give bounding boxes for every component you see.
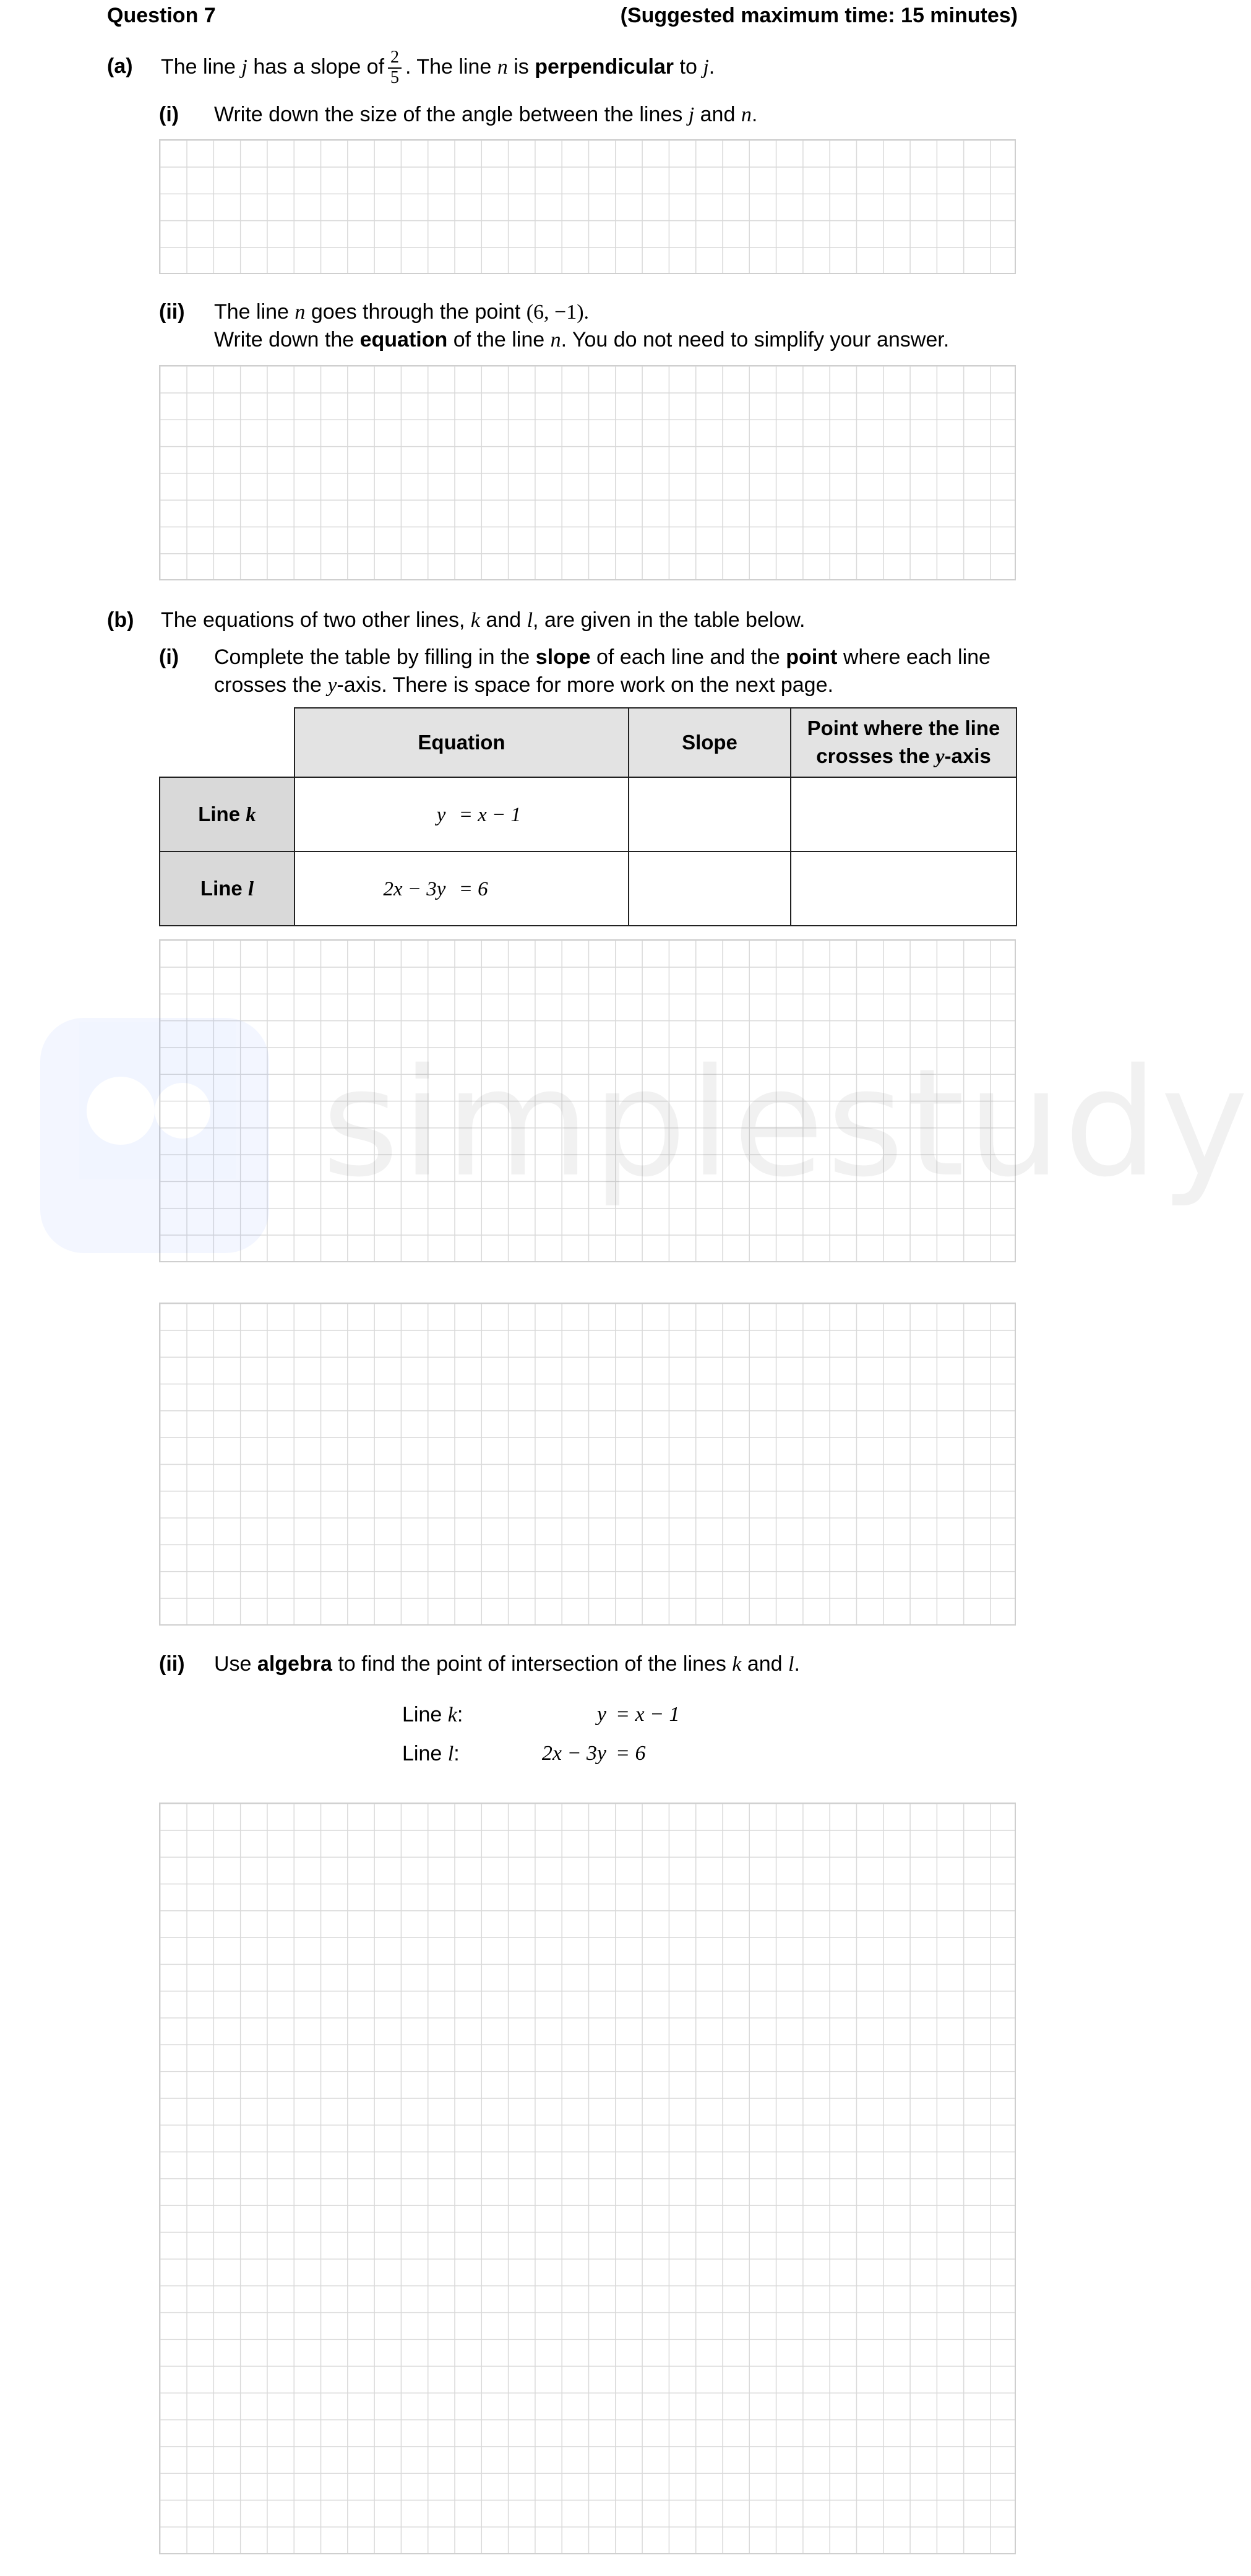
part-a-i-text: Write down the size of the angle between the lines j and n. — [214, 103, 758, 126]
part-b-i-label: (i) — [159, 645, 179, 669]
question-title: Question 7 — [107, 4, 216, 27]
slope-cell-line-l[interactable] — [629, 851, 791, 926]
watermark-text: simplestudy — [322, 1036, 1251, 1210]
part-b-stem: The equations of two other lines, k and l, are given in the table below. — [161, 608, 806, 632]
equation-line-l-rhs: = 6 — [616, 1742, 646, 1765]
equation-line-l: 2x − 3y = 6 — [294, 851, 629, 926]
equation-line-k-rhs: = x − 1 — [616, 1703, 680, 1726]
part-a-label: (a) — [107, 54, 133, 78]
answer-grid-a-ii[interactable] — [159, 365, 1016, 580]
suggested-time: (Suggested maximum time: 15 minutes) — [620, 4, 1018, 27]
part-a-i-label: (i) — [159, 103, 179, 126]
lines-table — [159, 707, 1017, 926]
part-a-stem: The line j has a slope of $\frac{2}{5}$ . The line n is perpendicular to j. — [161, 48, 715, 88]
part-b-label: (b) — [107, 608, 134, 632]
answer-grid-b-i-2[interactable] — [159, 1303, 1016, 1626]
slope-cell-line-k[interactable] — [629, 777, 791, 851]
equation-line-k: y = x − 1 — [294, 777, 629, 851]
equation-line-k-lhs: y — [596, 1703, 606, 1726]
equation-line-l-lhs: 2x − 3y — [541, 1742, 606, 1765]
point-cell-line-l[interactable] — [791, 851, 1017, 926]
point-cell-line-k[interactable] — [791, 777, 1017, 851]
equation-line-l-label: Line l: — [402, 1742, 460, 1765]
part-a-ii-line1: The line n goes through the point (6, −1). — [214, 300, 590, 324]
header-equation: Equation — [294, 708, 629, 777]
row-label-line-k: Line k — [160, 777, 294, 851]
header-point: Point where the line crosses the y-axis — [791, 708, 1017, 777]
slope-fraction: $\frac{2}{5}$ — [388, 48, 402, 88]
part-b-ii-label: (ii) — [159, 1652, 185, 1676]
answer-grid-b-ii[interactable] — [159, 1803, 1016, 2554]
part-b-i-line2: crosses the y-axis. There is space for more work on the next page. — [214, 673, 833, 697]
part-a-ii-label: (ii) — [159, 300, 185, 324]
part-a-ii-line2: Write down the equation of the line n. You do not need to simplify your answer. — [214, 328, 950, 351]
answer-grid-a-i[interactable] — [159, 139, 1016, 274]
equation-line-k-label: Line k: — [402, 1703, 463, 1726]
part-b-ii-text: Use algebra to find the point of intersection of the lines k and l. — [214, 1652, 800, 1676]
header-slope: Slope — [629, 708, 791, 777]
table-corner — [160, 708, 294, 777]
row-label-line-l: Line l — [160, 851, 294, 926]
part-b-i-line1: Complete the table by filling in the slope of each line and the point where each line — [214, 645, 991, 669]
